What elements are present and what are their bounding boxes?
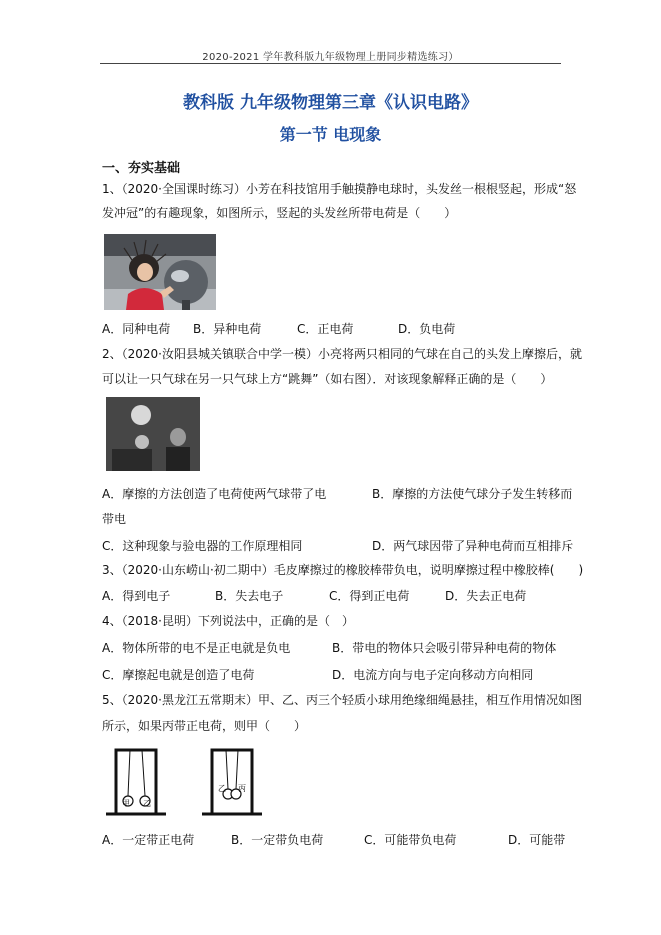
q2-option-c: C．这种现象与验电器的工作原理相同 [102,539,303,553]
q4-option-c: C．摩擦起电就是创造了电荷 [102,668,255,682]
q5-option-d: D．可能带 [508,833,566,847]
q5-option-b: B．一定带负电荷 [231,833,324,847]
q3-option-a: A．得到电子 [102,589,171,603]
q4-option-a: A．物体所带的电不是正电就是负电 [102,641,291,655]
q2-option-d: D．两气球因带了异种电荷而互相排斥 [372,539,574,553]
q2-photo [106,397,200,471]
q3-option-b: B．失去电子 [215,589,284,603]
q4-option-d: D．电流方向与电子定向移动方向相同 [332,668,534,682]
q5-line2: 所示，如果丙带正电荷，则甲（ ） [102,719,307,733]
q1-line1: 1、（2020·全国课时练习）小芳在科技馆用手触摸静电球时，头发丝一根根竖起，形成“怒 [102,182,577,196]
q1-option-c: C．正电荷 [297,322,354,336]
page-header: 2020-2021 学年教科版九年级物理上册同步精选练习） [202,52,459,63]
q2-option-b-cont: 带电 [102,512,127,526]
q1-photo [104,234,216,310]
q5-option-a: A．一定带正电荷 [102,833,195,847]
q3-option-c: C．得到正电荷 [329,589,410,603]
static-ball-photo [104,234,216,310]
q2-option-b: B．摩擦的方法使气球分子发生转移而 [372,487,573,501]
ball-label-jia: 甲 [122,799,130,808]
q1-line2: 发冲冠”的有趣现象，如图所示，竖起的头发丝所带电荷是（ ） [102,206,457,220]
q2-option-a: A．摩擦的方法创造了电荷使两气球带了电 [102,487,327,501]
q5-option-c: C．可能带负电荷 [364,833,457,847]
q4-option-b: B．带电的物体只会吸引带异种电荷的物体 [332,641,557,655]
balloon-photo [106,397,200,471]
section-heading: 一、夯实基础 [102,161,181,176]
ball-label-yi-right: 乙 [218,784,226,793]
header-rule [100,63,561,64]
q1-option-b: B．异种电荷 [193,322,262,336]
q3-option-d: D．失去正电荷 [445,589,527,603]
section-subtitle: 第一节 电现象 [279,125,382,144]
q2-line2: 可以让一只气球在另一只气球上方“跳舞”（如右图）．对该现象解释正确的是（ ） [102,372,553,386]
ball-label-bing: 丙 [238,784,246,793]
document-title: 教科版 九年级物理第三章《认识电路》 [183,93,478,113]
q3-line1: 3、（2020·山东崂山·初二期中）毛皮摩擦过的橡胶棒带负电，说明摩擦过程中橡胶棒( ) [102,563,584,577]
q5-diagram [104,744,274,820]
q4-line1: 4、（2018·昆明）下列说法中，正确的是（ ） [102,614,354,628]
q1-option-d: D．负电荷 [398,322,456,336]
q2-line1: 2、（2020·汝阳县城关镇联合中学一模）小亮将两只相同的气球在自己的头发上摩擦后，就 [102,347,582,361]
ball-label-yi-left: 乙 [143,799,151,808]
q5-line1: 5、（2020·黑龙江五常期末）甲、乙、丙三个轻质小球用绝缘细绳悬挂，相互作用情况如图 [102,693,582,707]
q1-option-a: A．同种电荷 [102,322,171,336]
